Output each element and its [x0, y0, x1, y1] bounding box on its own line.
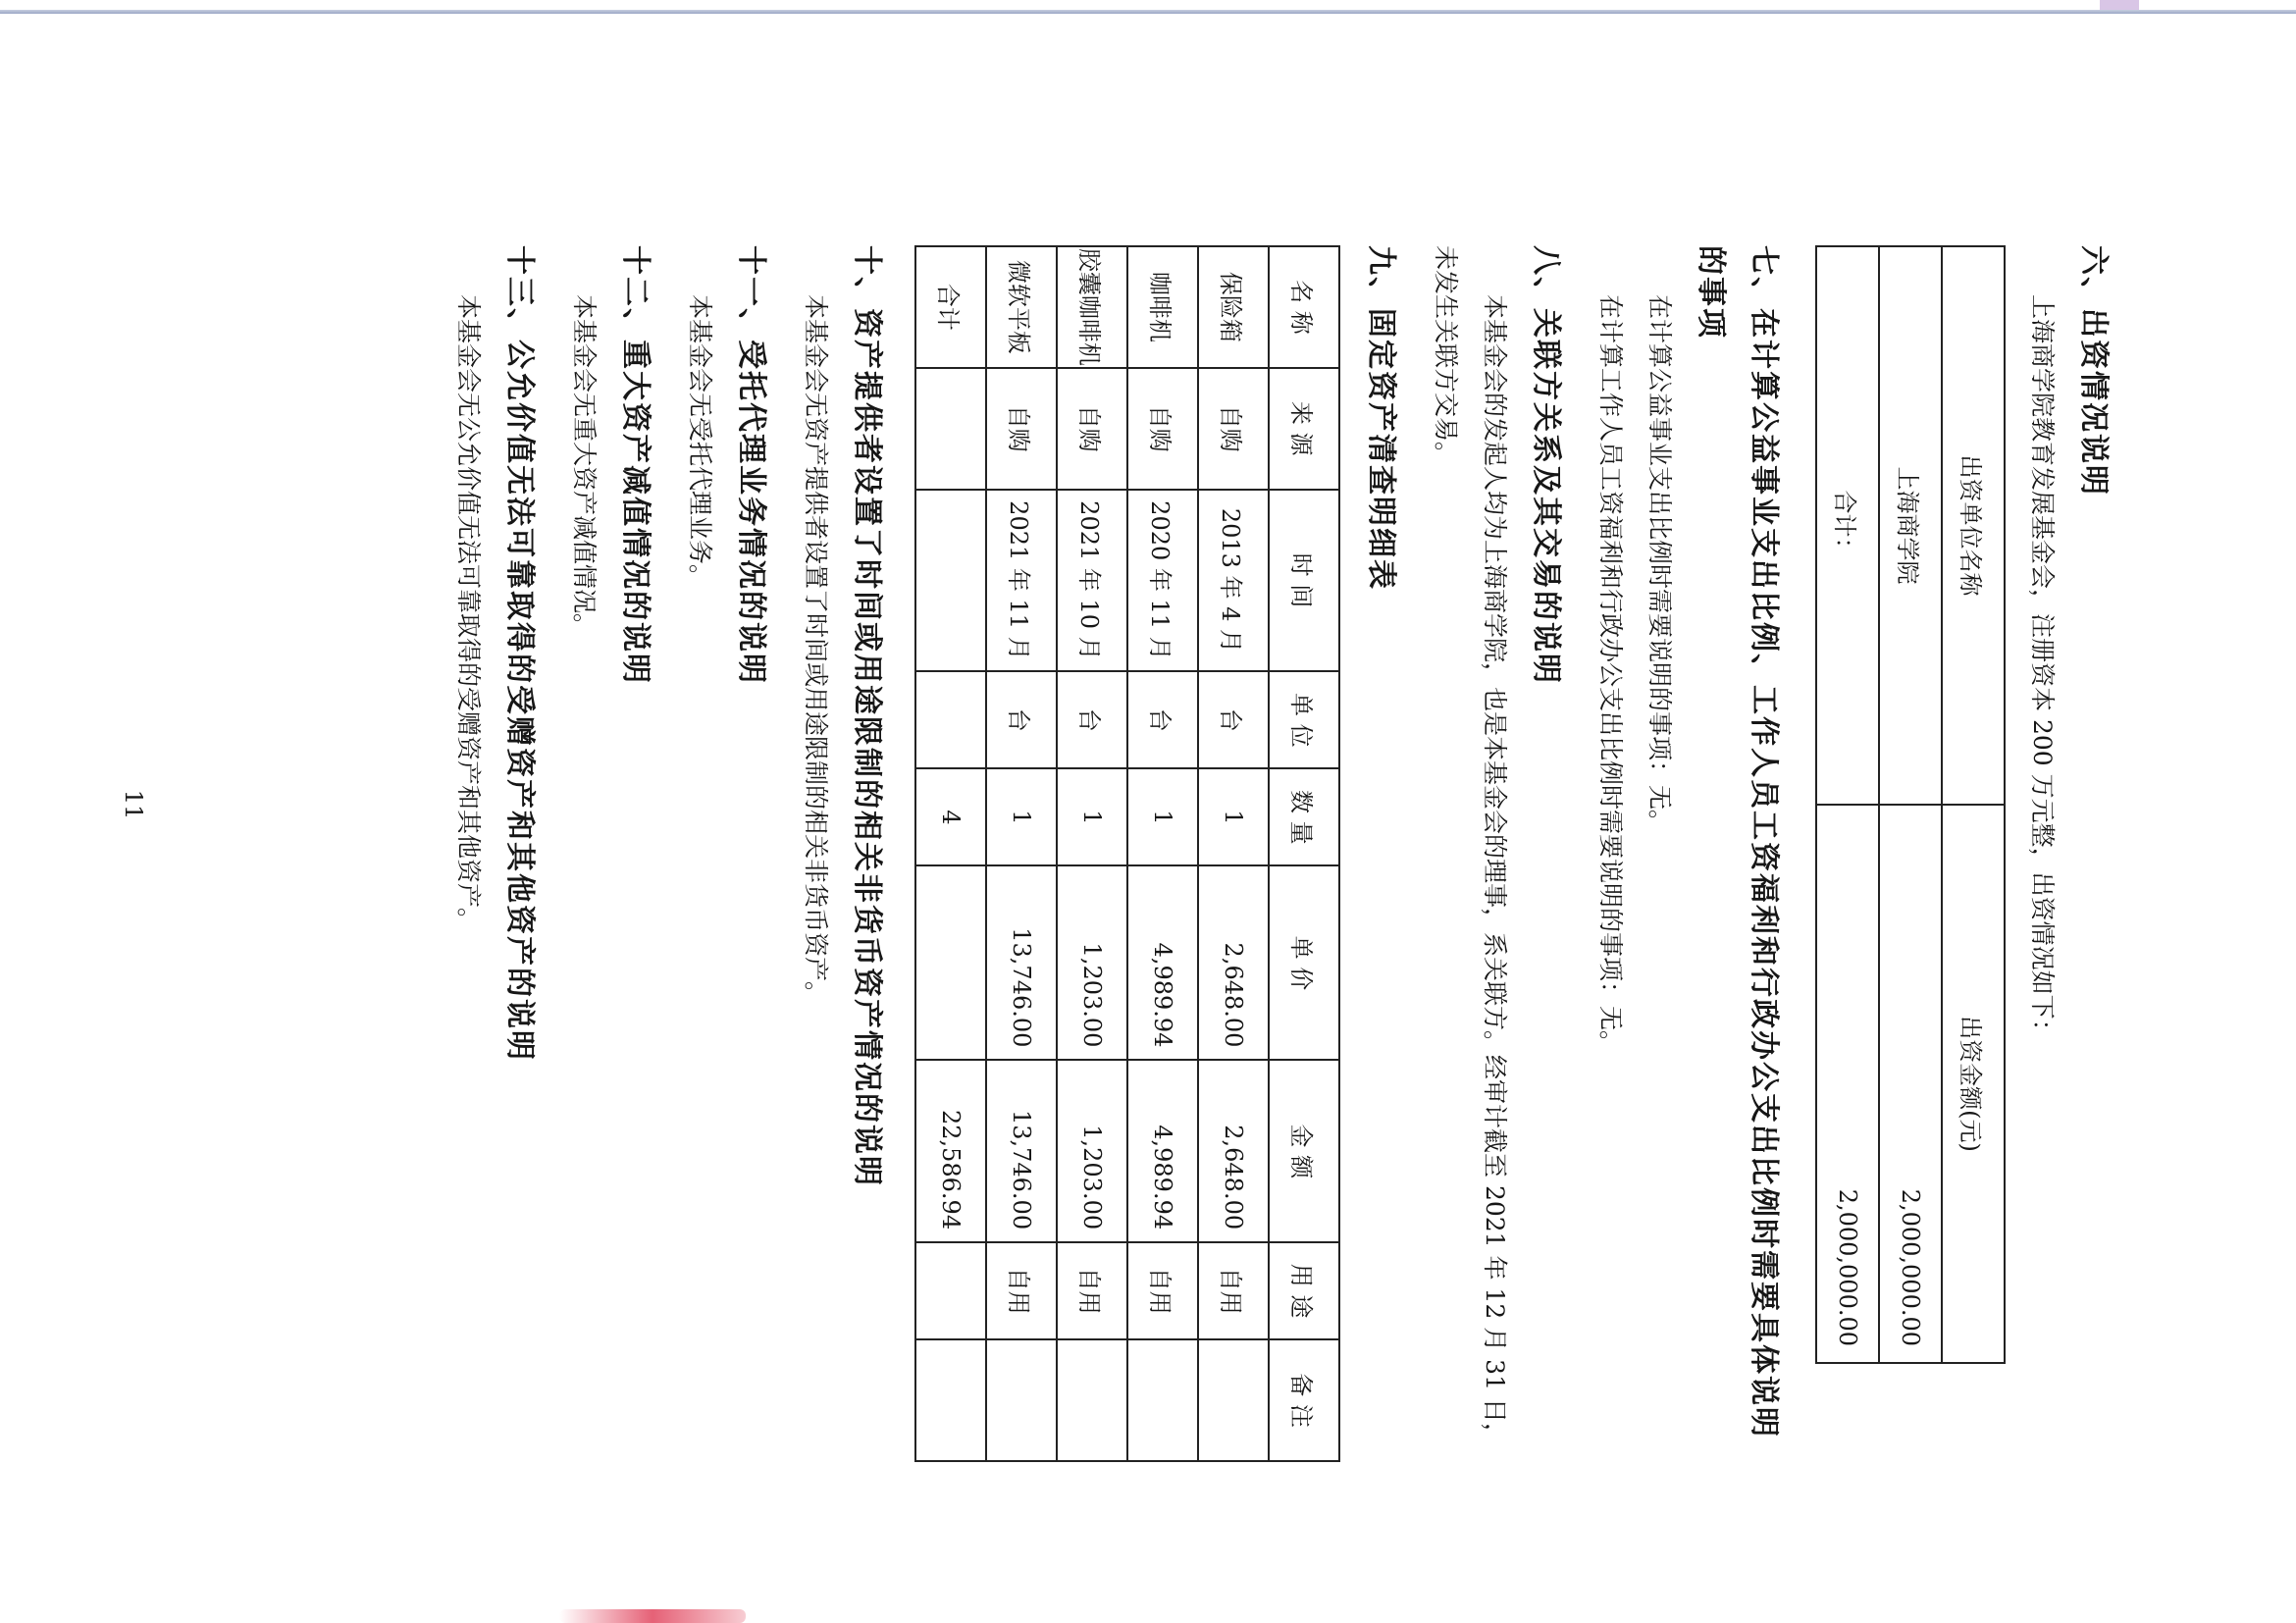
- cell-empty: [915, 671, 986, 768]
- fixed-asset-table: [914, 245, 1340, 1462]
- header-source: 来 源: [1269, 368, 1339, 490]
- cell-quantity: 1: [1198, 768, 1269, 865]
- investor-amount: 2,000,000.00: [1879, 805, 1942, 1363]
- cell-remark: [1057, 1339, 1127, 1461]
- investment-table: [1815, 245, 2006, 1364]
- cell-usage: 自用: [986, 1242, 1057, 1339]
- cell-name: 微软平板: [986, 246, 1057, 368]
- total-label: 合计：: [1816, 246, 1879, 805]
- total-quantity: 4: [915, 768, 986, 865]
- table-row: [1057, 246, 1127, 1461]
- page-content: [444, 245, 2119, 1452]
- total-amount: 2,000,000.00: [1816, 805, 1879, 1363]
- cell-time: 2013 年 4 月: [1198, 490, 1269, 672]
- cell-empty: [915, 490, 986, 672]
- cell-source: 自购: [1127, 368, 1198, 490]
- section6-title: 六、出资情况说明: [2076, 245, 2111, 497]
- section10-title: 十、资产提供者设置了时间或用途限制的相关非货币资产情况的说明: [850, 245, 884, 1187]
- cell-amount: 4,989.94: [1127, 1060, 1198, 1242]
- header-quantity: 数 量: [1269, 768, 1339, 865]
- page-number: 11: [120, 789, 147, 820]
- investor-name: 上海商学院: [1879, 246, 1942, 805]
- cell-source: 自购: [1057, 368, 1127, 490]
- cell-empty: [915, 865, 986, 1060]
- cell-usage: 自用: [1127, 1242, 1198, 1339]
- cell-unit-price: 1,203.00: [1057, 865, 1127, 1060]
- cell-usage: 自用: [1198, 1242, 1269, 1339]
- section8-title: 八、关联方关系及其交易的说明: [1529, 245, 1563, 685]
- section9-title: 九、固定资产清查明细表: [1364, 245, 1398, 591]
- header-remark: 备 注: [1269, 1339, 1339, 1461]
- section12-para: 本基金会无重大资产减值情况。: [570, 294, 599, 639]
- cell-unit: 台: [1057, 671, 1127, 768]
- header-amount: 金 额: [1269, 1060, 1339, 1242]
- total-amount: 22,586.94: [915, 1060, 986, 1242]
- table-header-row: [1269, 246, 1339, 1461]
- section6-intro: 上海商学院教育发展基金会，注册资本 200 万元整，出资情况如下：: [2028, 294, 2057, 1044]
- header-unit-price: 单 价: [1269, 865, 1339, 1060]
- cell-unit: 台: [1198, 671, 1269, 768]
- header-usage: 用 途: [1269, 1242, 1339, 1339]
- cell-usage: 自用: [1057, 1242, 1127, 1339]
- cell-name: 咖啡机: [1127, 246, 1198, 368]
- cell-amount: 13,746.00: [986, 1060, 1057, 1242]
- table-row: [1127, 246, 1198, 1461]
- section8-para: 本基金会的发起人均为上海商学院，也是本基金会的理事，系关联方。经审计截至 2021 年 12 月 31 日，未发生关联方交易。: [1432, 245, 1509, 1447]
- cell-unit-price: 2,648.00: [1198, 865, 1269, 1060]
- header-name: 名 称: [1269, 246, 1339, 368]
- section13-para: 本基金会无公允价值无法可靠取得的受赠资产和其他资产。: [454, 294, 483, 933]
- section13-title: 十三、公允价值无法可靠取得的受赠资产和其他资产的说明: [502, 245, 537, 1062]
- cell-unit-price: 13,746.00: [986, 865, 1057, 1060]
- cell-remark: [986, 1339, 1057, 1461]
- cell-quantity: 1: [1057, 768, 1127, 865]
- table-row: [986, 246, 1057, 1461]
- header-investor: 出资单位名称: [1942, 246, 2005, 805]
- cell-time: 2020 年 11 月: [1127, 490, 1198, 672]
- section7-para2: 在计算工作人员工资福利和行政办公支出比例时需要说明的事项：无。: [1596, 294, 1625, 1056]
- section11-title: 十一、受托代理业务情况的说明: [734, 245, 768, 685]
- cell-time: 2021 年 11 月: [986, 490, 1057, 672]
- table-total-row: [1816, 246, 1879, 1363]
- cell-quantity: 1: [986, 768, 1057, 865]
- cell-source: 自购: [986, 368, 1057, 490]
- header-amount: 出资金额(元): [1942, 805, 2005, 1363]
- section12-title: 十二、重大资产减值情况的说明: [618, 245, 652, 685]
- cell-name: 胶囊咖啡机: [1057, 246, 1127, 368]
- cell-unit: 台: [986, 671, 1057, 768]
- header-time: 时 间: [1269, 490, 1339, 672]
- table-row: [1198, 246, 1269, 1461]
- cell-empty: [915, 1242, 986, 1339]
- section7-para1: 在计算公益事业支出比例时需要说明的事项：无。: [1645, 294, 1674, 835]
- header-unit: 单 位: [1269, 671, 1339, 768]
- cell-empty: [915, 1339, 986, 1461]
- cell-remark: [1127, 1339, 1198, 1461]
- cell-empty: [915, 368, 986, 490]
- cell-remark: [1198, 1339, 1269, 1461]
- cell-amount: 1,203.00: [1057, 1060, 1127, 1242]
- section10-para: 本基金会无资产提供者设置了时间或用途限制的相关非货币资产。: [802, 294, 830, 1007]
- section11-para: 本基金会无受托代理业务。: [686, 294, 714, 590]
- cell-unit: 台: [1127, 671, 1198, 768]
- table-header-row: [1942, 246, 2005, 1363]
- section7-title: 七、在计算公益事业支出比例、工作人员工资福利和行政办公支出比例时需要具体说明的事项: [1694, 245, 1781, 1439]
- table-total-row: [915, 246, 986, 1461]
- cell-amount: 2,648.00: [1198, 1060, 1269, 1242]
- cell-name: 保险箱: [1198, 246, 1269, 368]
- cell-source: 自购: [1198, 368, 1269, 490]
- cell-time: 2021 年 10 月: [1057, 490, 1127, 672]
- table-row: [1879, 246, 1942, 1363]
- cell-quantity: 1: [1127, 768, 1198, 865]
- cell-unit-price: 4,989.94: [1127, 865, 1198, 1060]
- total-label: 合计: [915, 246, 986, 368]
